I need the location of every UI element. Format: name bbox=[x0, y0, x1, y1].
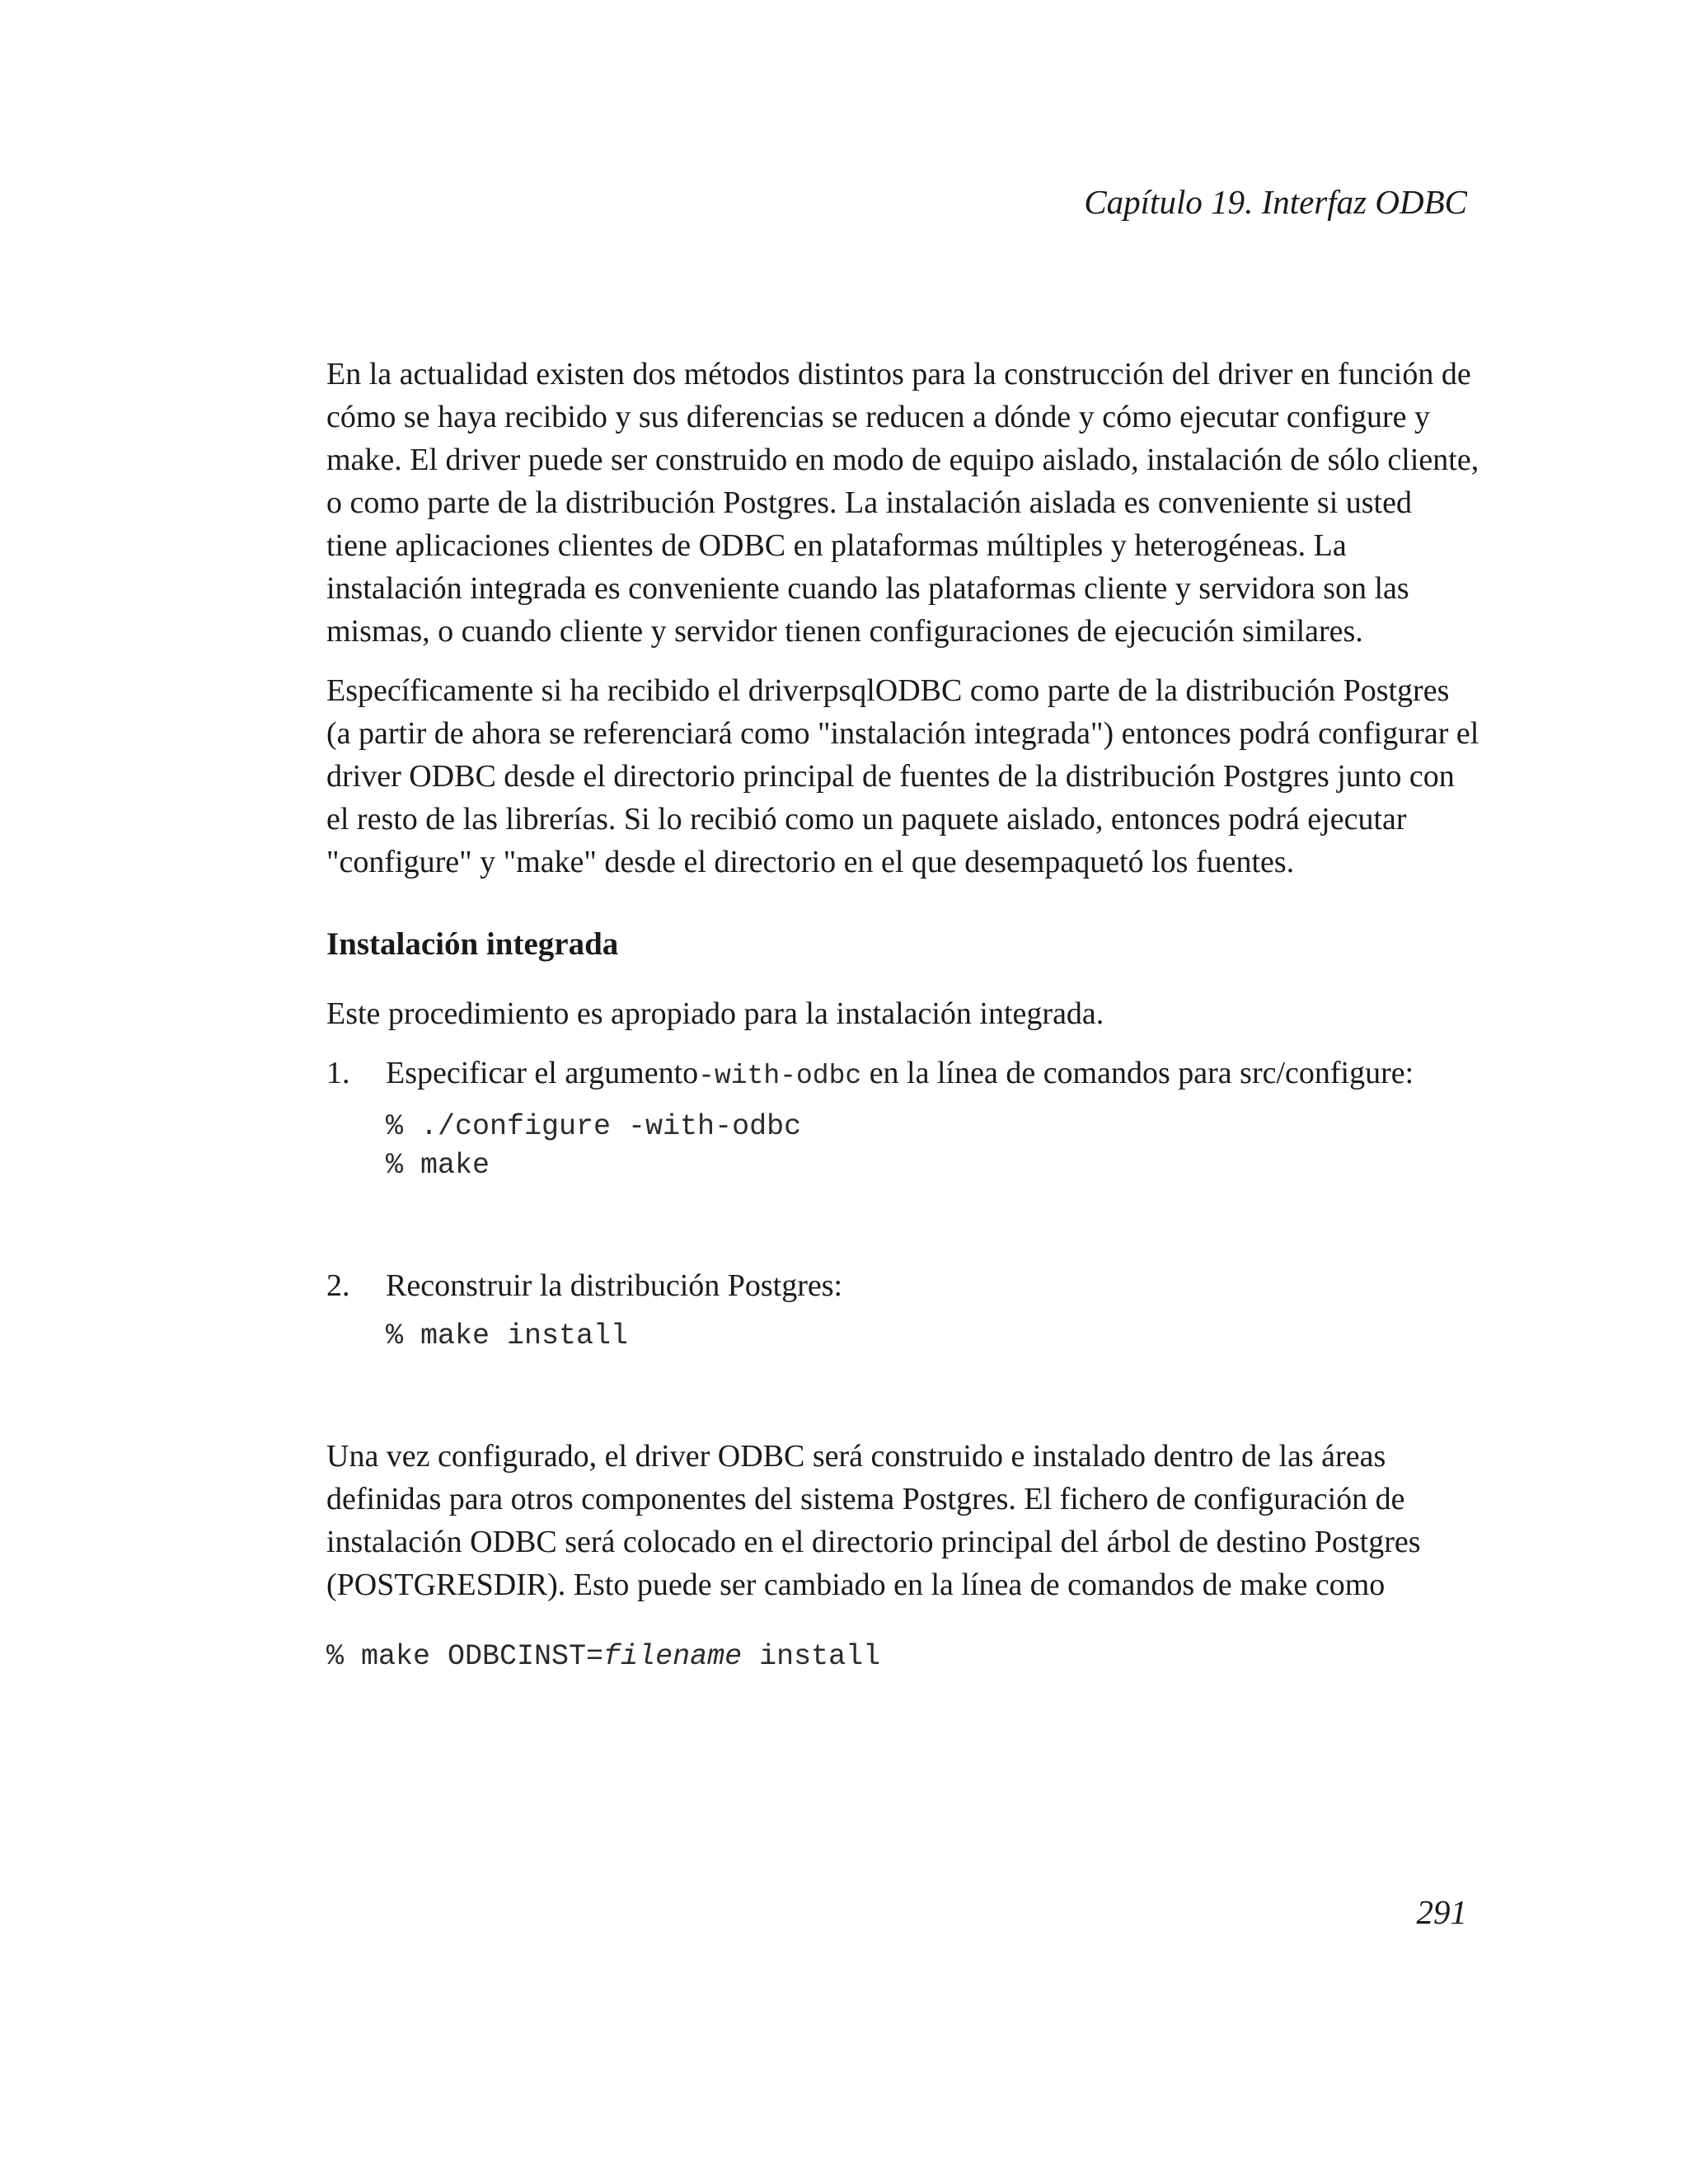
step-2-number: 2. bbox=[326, 1268, 350, 1303]
step-1-text-after: en la línea de comandos para src/configure: bbox=[861, 1056, 1414, 1090]
step-1-code-block: % ./configure -with-odbc % make bbox=[386, 1110, 802, 1182]
paragraph-closing: Una vez configurado, el driver ODBC será construido e instalado dentro de las áreas definidas para otros componentes del sistema Postgres. El fichero de configuración de instalación ODBC será colocado en el directorio principal del árbol de destino Postgres (POSTGRESDIR). Esto puede ser cambiado en la línea de comandos de make como bbox=[326, 1439, 1421, 1602]
step-1-text-before: Especificar el argumento bbox=[386, 1056, 699, 1090]
section-intro: Este procedimiento es apropiado para la instalación integrada. bbox=[326, 996, 1104, 1031]
final-code-filename: filename bbox=[603, 1640, 743, 1673]
section-title: Instalación integrada bbox=[326, 926, 619, 962]
final-code-prefix: % make ODBCINST= bbox=[326, 1640, 604, 1673]
step-2 bbox=[326, 1264, 1480, 1307]
paragraph-build-methods: En la actualidad existen dos métodos distintos para la construcción del driver en función de cómo se haya recibido y sus diferencias se reducen a dónde y cómo ejecutar configure y make. El driver puede ser construido en modo de equipo aislado, instalación de sólo cliente, o como parte de la distribución Postgres. La instalación aislada es conveniente si usted tiene aplicaciones clientes de ODBC en plataformas múltiples y heterogéneas. La instalación integrada es conveniente cuando las plataformas cliente y servidora son las mismas, o cuando cliente y servidor tienen configuraciones de ejecución similares. bbox=[326, 357, 1479, 649]
step-1-inline-code: -with-odbc bbox=[698, 1061, 862, 1091]
paragraph-integrated-vs-standalone: Específicamente si ha recibido el driverpsqlODBC como parte de la distribución Postgres (a partir de ahora se referenciará como "instalación integrada") entonces podrá configurar el driver ODBC desde el directorio principal de fuentes de la distribución Postgres junto con el resto de las librerías. Si lo recibió como un paquete aislado, entonces podrá ejecutar "configure" y "make" desde el directorio en el que desempaquetó los fuentes. bbox=[326, 673, 1479, 879]
step-1 bbox=[326, 1052, 1480, 1098]
step-1-number: 1. bbox=[326, 1056, 350, 1090]
page-number: 291 bbox=[1416, 1893, 1467, 1931]
step-2-code-block: % make install bbox=[386, 1319, 629, 1352]
chapter-header: Capítulo 19. Interfaz ODBC bbox=[1084, 183, 1467, 221]
final-code-block bbox=[326, 1638, 1480, 1676]
final-code-suffix: install bbox=[742, 1640, 881, 1673]
step-1-text bbox=[386, 1052, 1414, 1098]
page-content bbox=[326, 353, 1480, 1676]
step-2-text: Reconstruir la distribución Postgres: bbox=[386, 1268, 843, 1303]
